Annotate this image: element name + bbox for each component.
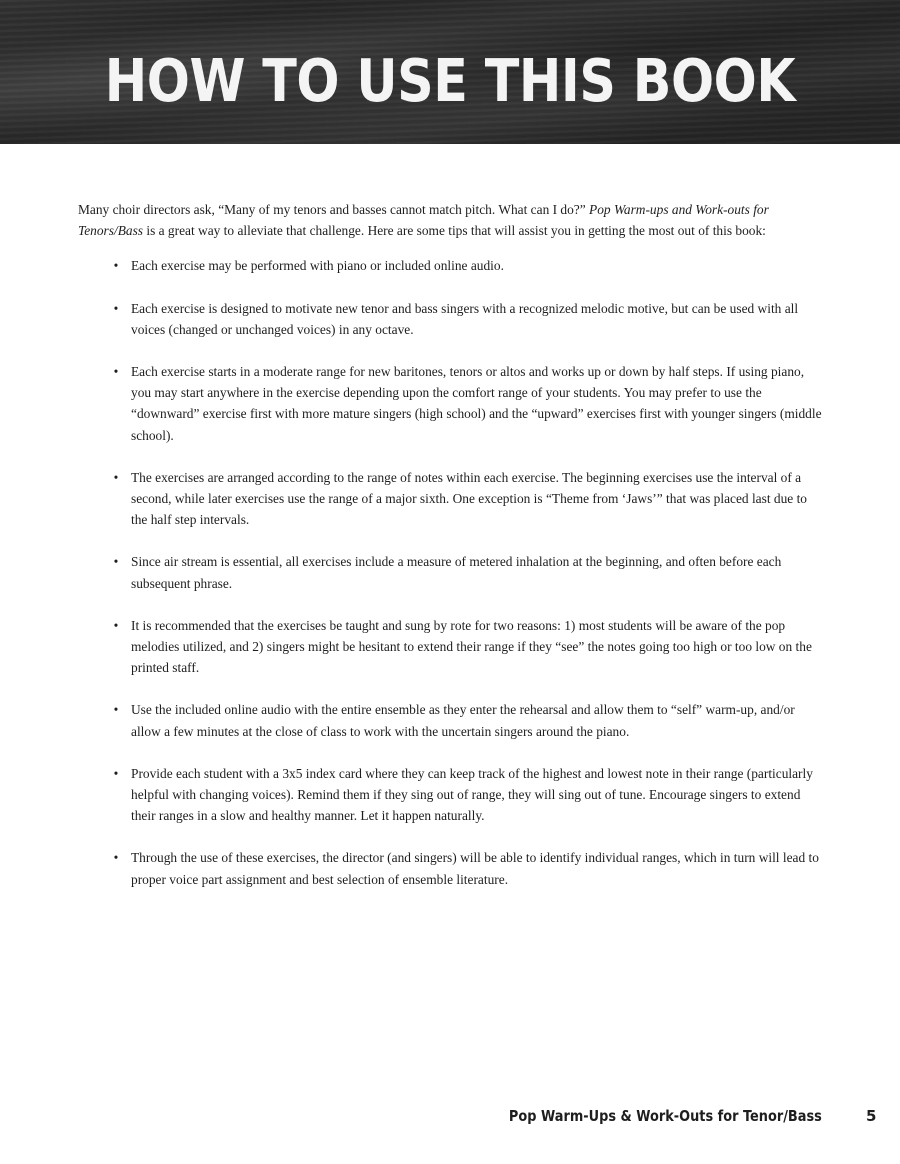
bullet-icon: •	[113, 300, 119, 316]
tip-text: The exercises are arranged according to the range of notes within each exercise. The beginning exercises use the interval of a second, while later exercises use the range of a major sixth. One exception is “Theme from ‘Jaws’” that was placed last due to the half step intervals.	[131, 469, 807, 528]
list-item	[113, 255, 822, 276]
bullet-icon: •	[113, 765, 119, 781]
list-item	[113, 298, 822, 340]
tip-text: Each exercise may be performed with piano or included online audio.	[131, 258, 504, 274]
list-item	[113, 467, 822, 531]
tip-text: Through the use of these exercises, the director (and singers) will be able to identify individual ranges, which in turn will lead to proper voice part assignment and best selection of ensemble literature.	[131, 850, 819, 887]
intro-text-after: is a great way to alleviate that challenge. Here are some tips that will assist you in getting the most out of this book:	[143, 223, 766, 239]
tip-text: Each exercise starts in a moderate range for new baritones, tenors or altos and works up or down by half steps. If using piano, you may start anywhere in the exercise depending upon the comfort range of your students. You may prefer to use the “downward” exercise first with more mature singers (high school) and the “upward” exercises first with younger singers (middle school).	[131, 364, 822, 443]
main-content	[78, 199, 822, 911]
bullet-icon: •	[113, 617, 119, 633]
page-number: 5	[866, 1107, 877, 1125]
tips-list	[78, 255, 822, 889]
header-banner	[0, 0, 900, 144]
tip-text: Since air stream is essential, all exercises include a measure of metered inhalation at the beginning, and often before each subsequent phrase.	[131, 554, 782, 591]
tip-text: Use the included online audio with the entire ensemble as they enter the rehearsal and allow them to “self” warm-up, and/or allow a few minutes at the close of class to work with the uncertain singers around the piano.	[131, 702, 795, 739]
bullet-icon: •	[113, 258, 119, 274]
tip-text: Each exercise is designed to motivate new tenor and bass singers with a recognized melodic motive, but can be used with all voices (changed or unchanged voices) in any octave.	[131, 300, 799, 337]
bullet-icon: •	[113, 364, 119, 380]
list-item	[113, 763, 822, 827]
list-item	[113, 615, 822, 679]
bullet-icon: •	[113, 469, 119, 485]
list-item	[113, 699, 822, 741]
list-item	[113, 361, 822, 446]
tip-text: It is recommended that the exercises be taught and sung by rote for two reasons: 1) most students will be aware of the pop melodies utilized, and 2) singers might be hesitant to extend their range if they “see” the notes going too high or too low on the printed staff.	[131, 617, 812, 676]
page-title: HOW TO USE THIS BOOK	[104, 46, 796, 115]
bullet-icon: •	[113, 702, 119, 718]
intro-paragraph	[78, 199, 822, 241]
intro-text-before: Many choir directors ask, “Many of my tenors and basses cannot match pitch. What can I do?”	[78, 202, 590, 217]
intro-book-title: Pop Warm-ups and Work-outs for Tenors/Bass	[78, 202, 769, 239]
tip-text: Provide each student with a 3x5 index card where they can keep track of the highest and lowest note in their range (particularly helpful with changing voices). Remind them if they sing out of range, they will sing out of tune. Encourage singers to extend their ranges in a slow and healthy manner. Let it happen naturally.	[131, 765, 813, 824]
list-item	[113, 551, 822, 593]
bullet-icon: •	[113, 554, 119, 570]
footer-book-title: Pop Warm-Ups & Work-Outs for Tenor/Bass	[509, 1107, 822, 1125]
bullet-icon: •	[113, 850, 119, 866]
list-item	[113, 847, 822, 889]
